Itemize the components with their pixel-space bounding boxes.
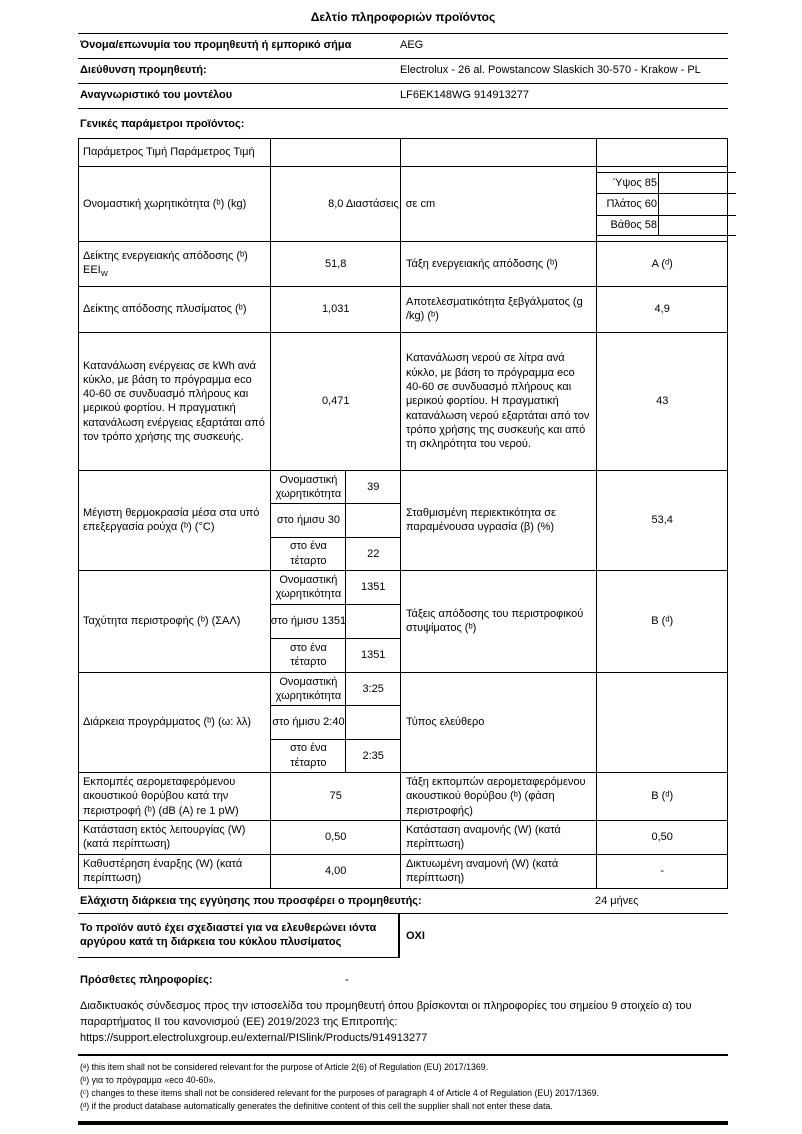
weblink-text: Διαδικτυακός σύνδεσμος προς την ιστοσελίδα του προμηθευτή όπου βρίσκονται οι πληροφορίες του σημείου 9 στοιχείο α) του παραρτήματος II του κανονισμού (ΕΕ) 2019/2023 της Επιτροπής: [80, 999, 692, 1028]
noise-label: Εκπομπές αερομεταφερόμενου ακουστικού θορύβου κατά την περιστροφή (ᵇ) (dB (A) re 1 pW) [83, 775, 239, 817]
supplier-address-value: Electrolux - 26 al. Powstancow Slaskich 30-570 - Krakow - PL [400, 64, 701, 77]
supplier-name-row [78, 34, 728, 59]
spin-class-value: B (ᵈ) [596, 571, 727, 672]
footnote-d: (ᵈ) if the product database automatically generates the definitive content of this cell the supplier shall not enter these data. [80, 1101, 553, 1112]
capacity-dimensions-row [79, 166, 727, 241]
delay-start-label: Καθυστέρηση έναρξης (W) (κατά περίπτωση) [83, 858, 243, 885]
type-label: Τύπος ελεύθερο [400, 673, 596, 772]
weblink-url[interactable]: https://support.electroluxgroup.eu/external/PISlink/Products/914913277 [80, 1031, 428, 1044]
type-value [596, 673, 727, 772]
networked-standby-value: - [596, 855, 727, 888]
rated-capacity-value: 8,0 Διαστάσεις [270, 167, 399, 241]
programme-duration-label: Διάρκεια προγράμματος (ᵇ) (ω: λλ) [83, 716, 252, 729]
supplier-address-label: Διεύθυνση προμηθευτή: [80, 64, 207, 77]
supplier-address-row [78, 59, 728, 84]
networked-standby-label: Δικτυωμένη αναμονή (W) (κατά περίπτωση) [400, 855, 596, 888]
washing-index-row [79, 286, 727, 332]
standby-label: Κατάσταση αναμονής (W) (κατά περίπτωση) [400, 821, 596, 854]
warranty-value: 24 μήνες [595, 894, 639, 907]
spin-speed-label: Ταχύτητα περιστροφής (ᵇ) (ΣΑΛ) [83, 615, 241, 628]
noise-class-label: Τάξη εκπομπών αερομεταφερόμενου ακουστικού θορύβου (ᵇ) (φάση περιστροφής) [400, 773, 596, 820]
off-mode-row [79, 820, 727, 854]
eei-value: 51,8 [270, 242, 400, 286]
standby-value: 0,50 [596, 821, 727, 854]
table-header-row [79, 139, 727, 166]
off-mode-value: 0,50 [270, 821, 400, 854]
additional-info-value: - [345, 973, 349, 986]
duration-half-value [346, 706, 400, 738]
spin-half-label: στο ήμισυ 1351 [271, 605, 346, 638]
footnote-b: (ᵇ) για το πρόγραμμα «eco 40-60». [80, 1074, 216, 1085]
max-temperature-label: Μέγιστη θερμοκρασία μέσα στα υπό επεξεργασία ρούχα (ᵇ) (°C) [83, 507, 260, 534]
energy-consumption-label: Κατανάλωση ενέργειας σε kWh ανά κύκλο, με βάση το πρόγραμμα eco 40-60 σε συνδυασμό πλήρους και μερικού φορτίου. Η πραγματική κατανάλωση ενέργειας εξαρτάται από τον τρόπο χρήσης της συσκευής. [83, 359, 265, 443]
footnotes [78, 1061, 728, 1114]
duration-rated-label: Ονομαστική χωρητικότητα [271, 673, 346, 705]
parameters-table [78, 138, 728, 889]
rinsing-effectiveness-label: Αποτελεσματικότητα ξεβγάλματος (g /kg) (ᵇ) [400, 287, 596, 332]
max-temperature-row [79, 470, 727, 570]
washing-index-value: 1,031 [270, 287, 400, 332]
spin-rated-label: Ονομαστική χωρητικότητα [271, 571, 346, 604]
energy-consumption-value: 0,471 [270, 333, 400, 470]
silver-ions-label: Το προϊόν αυτό έχει σχεδιαστεί για να ελευθερώνει ιόντα αργύρου κατά τη διάρκεια του κύκλου πλυσίματος [78, 914, 400, 958]
warranty-label: Ελάχιστη διάρκεια της εγγύησης που προσφέρει ο προμηθευτής: [80, 894, 422, 907]
spin-quarter-value: 1351 [360, 649, 386, 662]
spin-class-label: Τάξεις απόδοσης του περιστροφικού στυψίματος (ᵇ) [400, 571, 596, 672]
temp-half-label: στο ήμισυ 30 [271, 504, 346, 536]
spin-half-value [346, 605, 400, 638]
model-id-value: LF6EK148WG 914913277 [400, 89, 530, 102]
temp-half-value [346, 504, 400, 536]
energy-water-consumption-row [79, 332, 727, 470]
temp-quarter-value: 22 [367, 547, 380, 560]
duration-quarter-value: 2:35 [362, 749, 384, 762]
noise-row [79, 772, 727, 820]
general-parameters-heading: Γενικές παράμετροι προϊόντος: [80, 117, 245, 130]
document-title: Δελτίο πληροφοριών προϊόντος [78, 10, 728, 34]
residual-moisture-value: 53,4 [596, 471, 727, 570]
silver-ions-row [78, 913, 728, 958]
dimensions-label: σε cm [400, 167, 596, 241]
dimensions-subtable [597, 172, 736, 237]
additional-info-row [78, 973, 728, 989]
footnote-separator [78, 1054, 728, 1056]
temp-rated-label: Ονομαστική χωρητικότητα [271, 471, 346, 503]
energy-class-label: Τάξη ενεργειακής απόδοσης (ᵇ) [400, 242, 596, 286]
rated-capacity-label: Ονομαστική χωρητικότητα (ᵇ) (kg) [83, 197, 247, 210]
delay-start-row [79, 854, 727, 888]
footnote-c: (ᶜ) changes to these items shall not be considered relevant for the purposes of paragraph 4 of Article 4 of Regulation (EU) 2017/1369. [80, 1088, 600, 1099]
supplier-weblink-paragraph [78, 999, 728, 1047]
off-mode-label: Κατάσταση εκτός λειτουργίας (W) (κατά περίπτωση) [83, 824, 246, 851]
delay-start-value: 4,00 [270, 855, 400, 888]
programme-duration-row [79, 672, 727, 772]
duration-quarter-label: στο ένα τέταρτο [271, 740, 346, 772]
supplier-name-value: AEG [400, 39, 424, 52]
dimension-height: Ύψος 85 [597, 173, 659, 194]
energy-class-value: A (ᵈ) [596, 242, 727, 286]
residual-moisture-label: Σταθμισμένη περιεκτικότητα σε παραμένουσα υγρασία (β) (%) [400, 471, 596, 570]
duration-subtable [271, 673, 400, 772]
bottom-double-rule [78, 1121, 728, 1125]
water-consumption-value: 43 [596, 333, 727, 470]
temp-rated-value: 39 [367, 480, 380, 493]
rinsing-effectiveness-value: 4,9 [596, 287, 727, 332]
additional-info-label: Πρόσθετες πληροφορίες: [80, 973, 213, 986]
max-temperature-subtable [271, 471, 400, 570]
temp-quarter-label: στο ένα τέταρτο [271, 538, 346, 570]
dimension-width: Πλάτος 60 [597, 194, 659, 215]
spin-quarter-label: στο ένα τέταρτο [271, 639, 346, 672]
model-id-row [78, 84, 728, 109]
energy-efficiency-row [79, 241, 727, 286]
silver-ions-value: ΟΧΙ [406, 929, 425, 942]
dimension-depth: Βάθος 58 [597, 216, 659, 236]
spin-rated-value: 1351 [360, 581, 386, 594]
washing-index-label: Δείκτης απόδοσης πλυσίματος (ᵇ) [83, 303, 247, 316]
noise-value: 75 [270, 773, 400, 820]
duration-half-label: στο ήμισυ 2:40 [271, 706, 346, 738]
noise-class-value: B (ᵈ) [596, 773, 727, 820]
table-header-cell: Παράμετρος Τιμή Παράμετρος Τιμή [83, 146, 255, 159]
water-consumption-label: Κατανάλωση νερού σε λίτρα ανά κύκλο, με βάση το πρόγραμμα eco 40-60 σε συνδυασμό πλήρους και μερικού φορτίου. Η πραγματική κατανάλωση νερού εξαρτάται από τον τρόπο χρήσης της συσκευής και από τη σκληρότητα του νερού. [400, 333, 596, 470]
duration-rated-value: 3:25 [362, 682, 384, 695]
footnote-a: (ᵃ) this item shall not be considered relevant for the purpose of Article 2(6) of Regulation (EU) 2017/1369. [80, 1061, 489, 1072]
model-id-label: Αναγνωριστικό του μοντέλου [80, 89, 233, 102]
warranty-row [78, 889, 728, 913]
supplier-name-label: Όνομα/επωνυμία του προμηθευτή ή εμπορικό σήμα [80, 39, 352, 52]
eei-label: Δείκτης ενεργειακής απόδοσης (ᵇ) $EEI_W$ [83, 249, 248, 279]
spin-speed-row [79, 570, 727, 672]
spin-speed-subtable [271, 571, 400, 672]
